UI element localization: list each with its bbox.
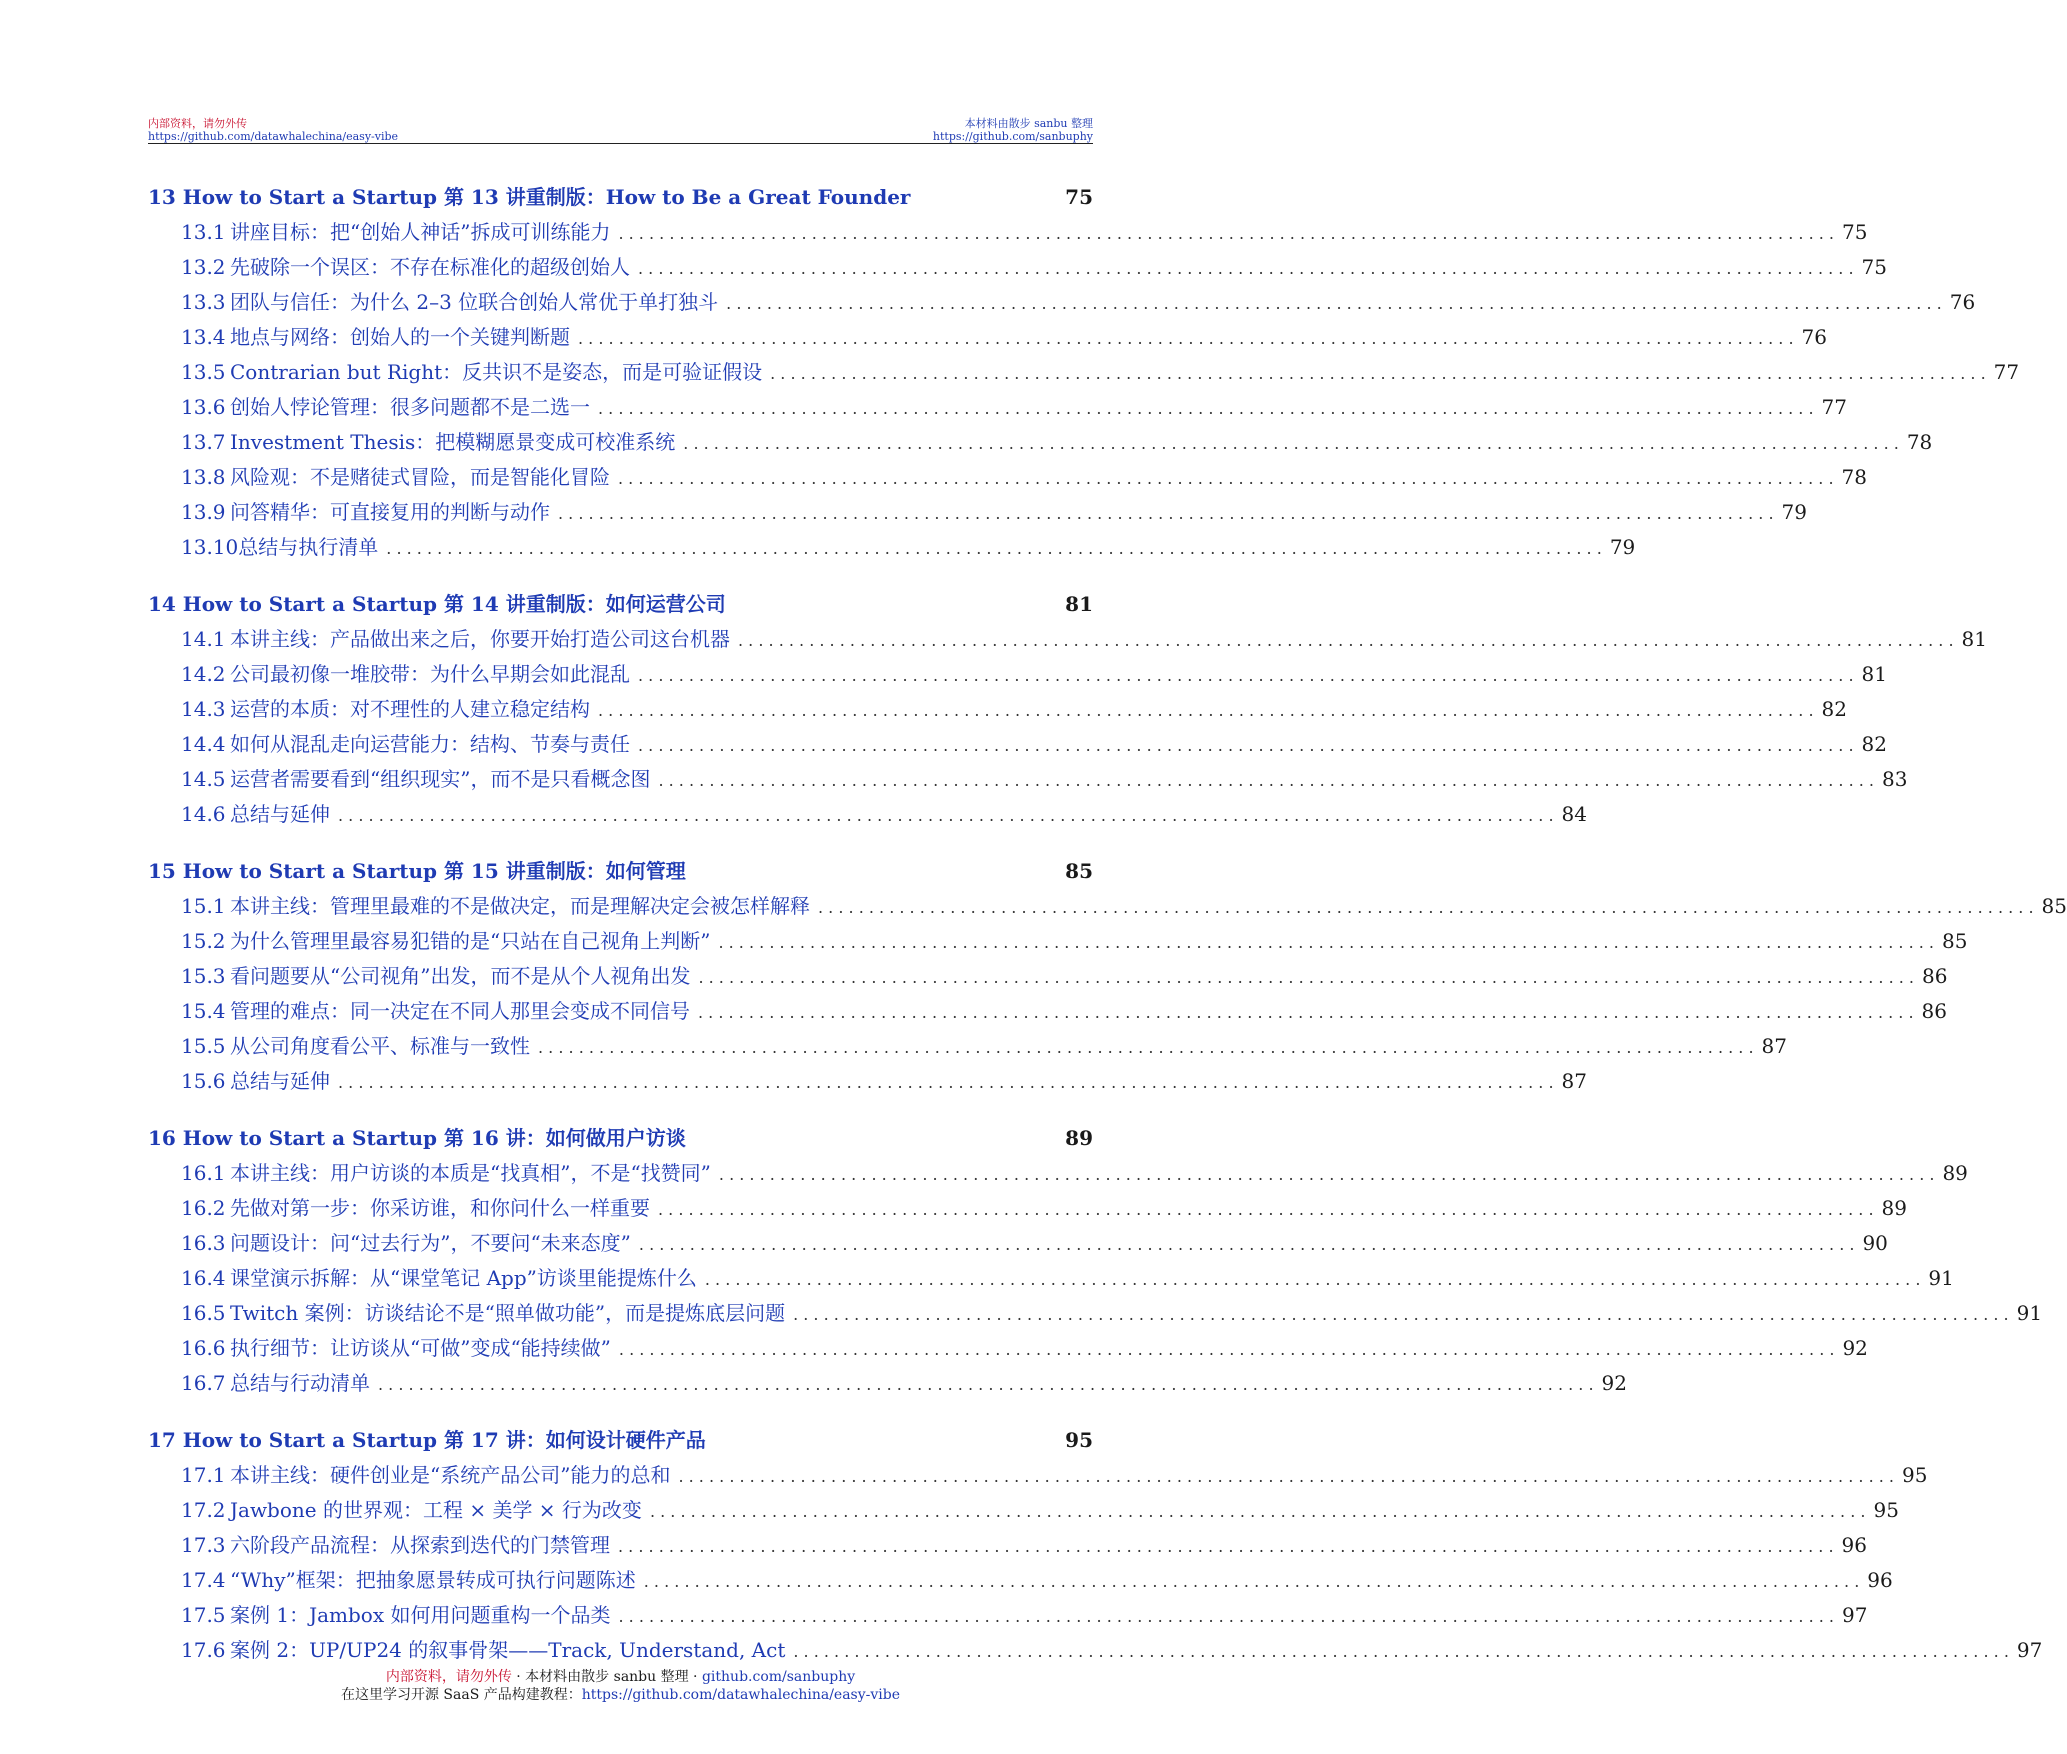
toc-chapter bbox=[148, 1423, 2043, 1668]
section-page-number: 97 bbox=[2016, 1638, 2043, 1662]
dot-leader: . . . . . . . . . . . . . . . . . . . . . . . . . . . . . . . . . . . . . . . . . . . . . . . . . . . . . . . . . . . . . . . . . . . . . . . . . . . . . . . . . . . . . . . . . . . . . . . . . . . . . . . . . . . . . . . . . . . . . . . . bbox=[338, 1073, 1554, 1092]
dot-leader: . . . . . . . . . . . . . . . . . . . . . . . . . . . . . . . . . . . . . . . . . . . . . . . . . . . . . . . . . . . . . . . . . . . . . . . . . . . . . . . . . . . . . . . . . . . . . . . . . . . . . . . . . . . . . . . . . . . . . . . . bbox=[618, 1607, 1835, 1626]
section-number: 15.1 bbox=[181, 894, 226, 918]
section-entry[interactable] bbox=[148, 355, 2020, 390]
dot-leader: . . . . . . . . . . . . . . . . . . . . . . . . . . . . . . . . . . . . . . . . . . . . . . . . . . . . . . . . . . . . . . . . . . . . . . . . . . . . . . . . . . . . . . . . . . . . . . . . . . . . . . . . . . . . . . . . . . . . . . . . bbox=[558, 504, 1774, 523]
section-label bbox=[181, 460, 610, 495]
section-entry[interactable] bbox=[148, 1458, 1928, 1493]
section-label bbox=[181, 797, 330, 832]
section-number: 14.5 bbox=[181, 767, 226, 791]
footer-author-link[interactable]: github.com/sanbuphy bbox=[701, 1669, 856, 1685]
section-entry[interactable] bbox=[148, 692, 1847, 727]
dot-leader: . . . . . . . . . . . . . . . . . . . . . . . . . . . . . . . . . . . . . . . . . . . . . . . . . . . . . . . . . . . . . . . . . . . . . . . . . . . . . . . . . . . . . . . . . . . . . . . . . . . . . . . . . . . . . . . . . . . . . . . . bbox=[638, 259, 1854, 278]
section-entry[interactable] bbox=[148, 1156, 1968, 1191]
section-title: 执行细节：让访谈从“可做”变成“能持续做” bbox=[230, 1336, 611, 1360]
section-label bbox=[181, 959, 690, 994]
section-page-number: 81 bbox=[1861, 662, 1887, 686]
section-page-number: 78 bbox=[1841, 465, 1867, 489]
chapter-title: 16 How to Start a Startup 第 16 讲：如何做用户访谈 bbox=[148, 1126, 686, 1150]
section-page-number: 82 bbox=[1821, 697, 1847, 721]
section-label bbox=[181, 1366, 370, 1401]
section-title: 本讲主线：用户访谈的本质是“找真相”，不是“找赞同” bbox=[230, 1161, 711, 1185]
dot-leader: . . . . . . . . . . . . . . . . . . . . . . . . . . . . . . . . . . . . . . . . . . . . . . . . . . . . . . . . . . . . . . . . . . . . . . . . . . . . . . . . . . . . . . . . . . . . . . . . . . . . . . . . . . . . . . . . . . . . . . . . bbox=[598, 701, 1814, 720]
author-credit: 本材料由散步 sanbu 整理 bbox=[964, 117, 1093, 130]
section-title: “Why”框架：把抽象愿景转成可执行问题陈述 bbox=[230, 1568, 636, 1592]
chapter-page-number: 95 bbox=[1065, 1428, 1093, 1452]
section-number: 13.9 bbox=[181, 500, 226, 524]
section-page-number: 91 bbox=[2016, 1301, 2043, 1325]
section-title: Contrarian but Right：反共识不是姿态，而是可验证假设 bbox=[230, 360, 763, 384]
page-footer bbox=[0, 1668, 1241, 1704]
section-page-number: 95 bbox=[1873, 1498, 1899, 1522]
section-number: 14.6 bbox=[181, 802, 226, 826]
chapter-entry[interactable] bbox=[148, 587, 1093, 622]
dot-leader: . . . . . . . . . . . . . . . . . . . . . . . . . . . . . . . . . . . . . . . . . . . . . . . . . . . . . . . . . . . . . . . . . . . . . . . . . . . . . . . . . . . . . . . . . . . . . . . . . . . . . . . . . . . . . . . . . . . . . . . . bbox=[793, 1305, 2009, 1324]
section-label bbox=[181, 1261, 697, 1296]
section-entry[interactable] bbox=[148, 657, 1887, 692]
section-entry[interactable] bbox=[148, 1493, 1899, 1528]
section-title: 案例 1：Jambox 如何用问题重构一个品类 bbox=[230, 1603, 611, 1627]
section-page-number: 76 bbox=[1949, 290, 1976, 314]
section-label bbox=[181, 250, 630, 285]
dot-leader: . . . . . . . . . . . . . . . . . . . . . . . . . . . . . . . . . . . . . . . . . . . . . . . . . . . . . . . . . . . . . . . . . . . . . . . . . . . . . . . . . . . . . . . . . . . . . . . . . . . . . . . . . . . . . . . . . . . . . . . . bbox=[649, 1502, 1866, 1521]
section-label bbox=[181, 1563, 636, 1598]
section-label bbox=[181, 762, 650, 797]
dot-leader: . . . . . . . . . . . . . . . . . . . . . . . . . . . . . . . . . . . . . . . . . . . . . . . . . . . . . . . . . . . . . . . . . . . . . . . . . . . . . . . . . . . . . . . . . . . . . . . . . . . . . . . . . . . . . . . . . . . . . . . . bbox=[698, 1003, 1914, 1022]
section-entry[interactable] bbox=[148, 1633, 2043, 1668]
section-title: 总结与延伸 bbox=[230, 1069, 330, 1093]
dot-leader: . . . . . . . . . . . . . . . . . . . . . . . . . . . . . . . . . . . . . . . . . . . . . . . . . . . . . . . . . . . . . . . . . . . . . . . . . . . . . . . . . . . . . . . . . . . . . . . . . . . . . . . . . . . . . . . . . . . . . . . . bbox=[658, 771, 1874, 790]
section-page-number: 96 bbox=[1841, 1533, 1867, 1557]
section-page-number: 76 bbox=[1801, 325, 1827, 349]
section-number: 13.3 bbox=[181, 290, 226, 314]
section-title: 风险观：不是赌徒式冒险，而是智能化冒险 bbox=[230, 465, 610, 489]
section-page-number: 85 bbox=[1942, 929, 1968, 953]
section-label bbox=[181, 994, 690, 1029]
toc-chapter bbox=[148, 1121, 2043, 1401]
footer-line-1 bbox=[0, 1668, 1241, 1686]
section-label bbox=[181, 390, 590, 425]
section-title: 问答精华：可直接复用的判断与动作 bbox=[230, 500, 550, 524]
section-entry[interactable] bbox=[148, 727, 1887, 762]
footer-repo-link[interactable]: https://github.com/datawhalechina/easy-vibe bbox=[581, 1687, 900, 1703]
section-entry[interactable] bbox=[148, 1366, 1627, 1401]
dot-leader: . . . . . . . . . . . . . . . . . . . . . . . . . . . . . . . . . . . . . . . . . . . . . . . . . . . . . . . . . . . . . . . . . . . . . . . . . . . . . . . . . . . . . . . . . . . . . . . . . . . . . . . . . . . . . . . . . . . . . . . . bbox=[698, 968, 1914, 987]
section-page-number: 91 bbox=[1928, 1266, 1954, 1290]
section-title: 课堂演示拆解：从“课堂笔记 App”访谈里能提炼什么 bbox=[230, 1266, 697, 1290]
section-page-number: 82 bbox=[1861, 732, 1887, 756]
section-title: 看问题要从“公司视角”出发，而不是从个人视角出发 bbox=[230, 964, 691, 988]
section-title: 为什么管理里最容易犯错的是“只站在自己视角上判断” bbox=[230, 929, 711, 953]
section-label bbox=[181, 355, 762, 390]
section-number: 16.3 bbox=[181, 1231, 226, 1255]
chapter-title: 14 How to Start a Startup 第 14 讲重制版：如何运营公司 bbox=[148, 592, 726, 616]
section-title: 创始人悖论管理：很多问题都不是二选一 bbox=[230, 395, 590, 419]
chapter-title: 13 How to Start a Startup 第 13 讲重制版：How to Be a Great Founder bbox=[148, 185, 911, 209]
section-entry[interactable] bbox=[148, 1296, 2043, 1331]
section-label bbox=[181, 1191, 650, 1226]
chapter-entry[interactable] bbox=[148, 180, 1093, 215]
section-page-number: 78 bbox=[1906, 430, 1933, 454]
section-label bbox=[181, 320, 570, 355]
chapter-page-number: 75 bbox=[1065, 185, 1093, 209]
dot-leader: . . . . . . . . . . . . . . . . . . . . . . . . . . . . . . . . . . . . . . . . . . . . . . . . . . . . . . . . . . . . . . . . . . . . . . . . . . . . . . . . . . . . . . . . . . . . . . . . . . . . . . . . . . . . . . . . . . . . . . . . bbox=[618, 469, 1834, 488]
section-title: 六阶段产品流程：从探索到迭代的门禁管理 bbox=[230, 1533, 610, 1557]
section-title: 公司最初像一堆胶带：为什么早期会如此混乱 bbox=[230, 662, 630, 686]
section-title: 团队与信任：为什么 2–3 位联合创始人常优于单打独斗 bbox=[230, 290, 719, 314]
chapter-title: 15 How to Start a Startup 第 15 讲重制版：如何管理 bbox=[148, 859, 686, 883]
footer-tutorial-label: 在这里学习开源 SaaS 产品构建教程： bbox=[340, 1687, 582, 1703]
section-number: 16.6 bbox=[181, 1336, 226, 1360]
section-entry[interactable] bbox=[148, 762, 1908, 797]
section-title: 讲座目标：把“创始人神话”拆成可训练能力 bbox=[230, 220, 611, 244]
dot-leader: . . . . . . . . . . . . . . . . . . . . . . . . . . . . . . . . . . . . . . . . . . . . . . . . . . . . . . . . . . . . . . . . . . . . . . . . . . . . . . . . . . . . . . . . . . . . . . . . . . . . . . . . . . . . . . . . . . . . . . . . bbox=[643, 1572, 1860, 1591]
section-entry[interactable] bbox=[148, 390, 1847, 425]
section-title: 运营的本质：对不理性的人建立稳定结构 bbox=[230, 697, 590, 721]
section-title: 案例 2：UP/UP24 的叙事骨架——Track, Understand, Act bbox=[230, 1638, 786, 1662]
dot-leader: . . . . . . . . . . . . . . . . . . . . . . . . . . . . . . . . . . . . . . . . . . . . . . . . . . . . . . . . . . . . . . . . . . . . . . . . . . . . . . . . . . . . . . . . . . . . . . . . . . . . . . . . . . . . . . . . . . . . . . . . bbox=[378, 1375, 1594, 1394]
dot-leader: . . . . . . . . . . . . . . . . . . . . . . . . . . . . . . . . . . . . . . . . . . . . . . . . . . . . . . . . . . . . . . . . . . . . . . . . . . . . . . . . . . . . . . . . . . . . . . . . . . . . . . . . . . . . . . . . . . . . . . . . bbox=[718, 1165, 1935, 1184]
section-page-number: 86 bbox=[1921, 999, 1947, 1023]
toc-chapter bbox=[148, 180, 2020, 565]
section-label bbox=[181, 1598, 610, 1633]
section-entry[interactable] bbox=[148, 215, 1868, 250]
section-number: 15.4 bbox=[181, 999, 226, 1023]
section-title: Twitch 案例：访谈结论不是“照单做功能”，而是提炼底层问题 bbox=[230, 1301, 786, 1325]
section-label bbox=[181, 425, 675, 460]
section-number: 15.6 bbox=[181, 1069, 226, 1093]
header-rule bbox=[148, 143, 1093, 144]
section-page-number: 86 bbox=[1922, 964, 1948, 988]
section-label bbox=[181, 1296, 785, 1331]
section-label bbox=[181, 1331, 611, 1366]
chapter-title: 17 How to Start a Startup 第 17 讲：如何设计硬件产品 bbox=[148, 1428, 706, 1452]
section-number: 14.4 bbox=[181, 732, 226, 756]
section-number: 15.3 bbox=[181, 964, 226, 988]
section-label bbox=[181, 1633, 785, 1668]
dot-leader: . . . . . . . . . . . . . . . . . . . . . . . . . . . . . . . . . . . . . . . . . . . . . . . . . . . . . . . . . . . . . . . . . . . . . . . . . . . . . . . . . . . . . . . . . . . . . . . . . . . . . . . . . . . . . . . . . . . . . . . . bbox=[738, 631, 1954, 650]
section-entry[interactable] bbox=[148, 250, 1887, 285]
dot-leader: . . . . . . . . . . . . . . . . . . . . . . . . . . . . . . . . . . . . . . . . . . . . . . . . . . . . . . . . . . . . . . . . . . . . . . . . . . . . . . . . . . . . . . . . . . . . . . . . . . . . . . . . . . . . . . . . . . . . . . . . bbox=[618, 1537, 1834, 1556]
section-entry[interactable] bbox=[148, 530, 1636, 565]
section-entry[interactable] bbox=[148, 425, 1933, 460]
section-entry[interactable] bbox=[148, 1029, 1787, 1064]
dot-leader: . . . . . . . . . . . . . . . . . . . . . . . . . . . . . . . . . . . . . . . . . . . . . . . . . . . . . . . . . . . . . . . . . . . . . . . . . . . . . . . . . . . . . . . . . . . . . . . . . . . . . . . . . . . . . . . . . . . . . . . . bbox=[793, 1642, 2009, 1661]
section-number: 13.1 bbox=[181, 220, 226, 244]
section-label bbox=[181, 530, 378, 565]
section-number: 15.2 bbox=[181, 929, 226, 953]
section-label bbox=[181, 1156, 711, 1191]
section-page-number: 96 bbox=[1867, 1568, 1893, 1592]
section-number: 13.7 bbox=[181, 430, 226, 454]
section-page-number: 85 bbox=[2041, 894, 2067, 918]
section-page-number: 75 bbox=[1861, 255, 1887, 279]
section-entry[interactable] bbox=[148, 622, 1987, 657]
section-number: 16.4 bbox=[181, 1266, 226, 1290]
section-page-number: 83 bbox=[1882, 767, 1908, 791]
section-number: 17.4 bbox=[181, 1568, 226, 1592]
section-title: 如何从混乱走向运营能力：结构、节奏与责任 bbox=[230, 732, 630, 756]
section-label bbox=[181, 1029, 530, 1064]
section-title: 先做对第一步：你采访谁，和你问什么一样重要 bbox=[230, 1196, 650, 1220]
section-entry[interactable] bbox=[148, 495, 1807, 530]
dot-leader: . . . . . . . . . . . . . . . . . . . . . . . . . . . . . . . . . . . . . . . . . . . . . . . . . . . . . . . . . . . . . . . . . . . . . . . . . . . . . . . . . . . . . . . . . . . . . . . . . . . . . . . . . . . . . . . . . . . . . . . . bbox=[638, 1235, 1855, 1254]
section-title: 从公司角度看公平、标准与一致性 bbox=[230, 1034, 530, 1058]
section-number: 13.8 bbox=[181, 465, 226, 489]
section-title: 本讲主线：硬件创业是“系统产品公司”能力的总和 bbox=[230, 1463, 671, 1487]
section-entry[interactable] bbox=[148, 1598, 1868, 1633]
dot-leader: . . . . . . . . . . . . . . . . . . . . . . . . . . . . . . . . . . . . . . . . . . . . . . . . . . . . . . . . . . . . . . . . . . . . . . . . . . . . . . . . . . . . . . . . . . . . . . . . . . . . . . . . . . . . . . . . . . . . . . . . bbox=[618, 1340, 1835, 1359]
section-entry[interactable] bbox=[148, 460, 1867, 495]
section-page-number: 92 bbox=[1842, 1336, 1868, 1360]
section-number: 13.5 bbox=[181, 360, 226, 384]
dot-leader: . . . . . . . . . . . . . . . . . . . . . . . . . . . . . . . . . . . . . . . . . . . . . . . . . . . . . . . . . . . . . . . . . . . . . . . . . . . . . . . . . . . . . . . . . . . . . . . . . . . . . . . . . . . . . . . . . . . . . . . . bbox=[818, 898, 2034, 917]
dot-leader: . . . . . . . . . . . . . . . . . . . . . . . . . . . . . . . . . . . . . . . . . . . . . . . . . . . . . . . . . . . . . . . . . . . . . . . . . . . . . . . . . . . . . . . . . . . . . . . . . . . . . . . . . . . . . . . . . . . . . . . . bbox=[638, 666, 1854, 685]
dot-leader: . . . . . . . . . . . . . . . . . . . . . . . . . . . . . . . . . . . . . . . . . . . . . . . . . . . . . . . . . . . . . . . . . . . . . . . . . . . . . . . . . . . . . . . . . . . . . . . . . . . . . . . . . . . . . . . . . . . . . . . . bbox=[638, 736, 1854, 755]
toc-chapter bbox=[148, 587, 1987, 832]
table-of-contents bbox=[148, 180, 2067, 1690]
section-label bbox=[181, 1064, 330, 1099]
footer-credit: · 本材料由散步 sanbu 整理 · bbox=[511, 1669, 702, 1685]
section-entry[interactable] bbox=[148, 1226, 1888, 1261]
section-number: 17.1 bbox=[181, 1463, 226, 1487]
chapter-page-number: 81 bbox=[1065, 592, 1093, 616]
dot-leader: . . . . . . . . . . . . . . . . . . . . . . . . . . . . . . . . . . . . . . . . . . . . . . . . . . . . . . . . . . . . . . . . . . . . . . . . . . . . . . . . . . . . . . . . . . . . . . . . . . . . . . . . . . . . . . . . . . . . . . . . bbox=[683, 434, 1899, 453]
section-page-number: 84 bbox=[1561, 802, 1587, 826]
section-page-number: 87 bbox=[1561, 1069, 1587, 1093]
chapter-page-number: 85 bbox=[1065, 859, 1093, 883]
dot-leader: . . . . . . . . . . . . . . . . . . . . . . . . . . . . . . . . . . . . . . . . . . . . . . . . . . . . . . . . . . . . . . . . . . . . . . . . . . . . . . . . . . . . . . . . . . . . . . . . . . . . . . . . . . . . . . . . . . . . . . . . bbox=[658, 1200, 1874, 1219]
section-number: 15.5 bbox=[181, 1034, 226, 1058]
section-label bbox=[181, 285, 718, 320]
section-entry[interactable] bbox=[148, 797, 1587, 832]
section-number: 16.1 bbox=[181, 1161, 226, 1185]
section-entry[interactable] bbox=[148, 320, 1827, 355]
section-label bbox=[181, 889, 810, 924]
dot-leader: . . . . . . . . . . . . . . . . . . . . . . . . . . . . . . . . . . . . . . . . . . . . . . . . . . . . . . . . . . . . . . . . . . . . . . . . . . . . . . . . . . . . . . . . . . . . . . . . . . . . . . . . . . . . . . . . . . . . . . . . bbox=[598, 399, 1814, 418]
page-header-right bbox=[933, 117, 1093, 143]
section-number: 16.5 bbox=[181, 1301, 226, 1325]
section-label bbox=[181, 215, 610, 250]
section-title: 本讲主线：产品做出来之后，你要开始打造公司这台机器 bbox=[230, 627, 730, 651]
section-page-number: 97 bbox=[1842, 1603, 1868, 1627]
section-number: 16.7 bbox=[181, 1371, 226, 1395]
section-title: 本讲主线：管理里最难的不是做决定，而是理解决定会被怎样解释 bbox=[230, 894, 810, 918]
section-entry[interactable] bbox=[148, 924, 1968, 959]
section-page-number: 77 bbox=[1821, 395, 1847, 419]
section-entry[interactable] bbox=[148, 889, 2067, 924]
section-entry[interactable] bbox=[148, 285, 1976, 320]
section-number: 17.5 bbox=[181, 1603, 226, 1627]
section-page-number: 90 bbox=[1862, 1231, 1888, 1255]
dot-leader: . . . . . . . . . . . . . . . . . . . . . . . . . . . . . . . . . . . . . . . . . . . . . . . . . . . . . . . . . . . . . . . . . . . . . . . . . . . . . . . . . . . . . . . . . . . . . . . . . . . . . . . . . . . . . . . . . . . . . . . . bbox=[726, 294, 1942, 313]
section-label bbox=[181, 495, 550, 530]
section-page-number: 89 bbox=[1942, 1161, 1968, 1185]
section-entry[interactable] bbox=[148, 1528, 1867, 1563]
section-number: 17.3 bbox=[181, 1533, 226, 1557]
section-label bbox=[181, 692, 590, 727]
footer-confidential: 内部资料，请勿外传 bbox=[385, 1669, 512, 1685]
section-page-number: 77 bbox=[1993, 360, 2020, 384]
dot-leader: . . . . . . . . . . . . . . . . . . . . . . . . . . . . . . . . . . . . . . . . . . . . . . . . . . . . . . . . . . . . . . . . . . . . . . . . . . . . . . . . . . . . . . . . . . . . . . . . . . . . . . . . . . . . . . . . . . . . . . . . bbox=[718, 933, 1934, 952]
section-label bbox=[181, 1458, 670, 1493]
section-number: 13.10 bbox=[181, 535, 239, 559]
section-page-number: 95 bbox=[1902, 1463, 1928, 1487]
dot-leader: . . . . . . . . . . . . . . . . . . . . . . . . . . . . . . . . . . . . . . . . . . . . . . . . . . . . . . . . . . . . . . . . . . . . . . . . . . . . . . . . . . . . . . . . . . . . . . . . . . . . . . . . . . . . . . . . . . . . . . . . bbox=[678, 1467, 1894, 1486]
section-page-number: 92 bbox=[1601, 1371, 1627, 1395]
author-link[interactable]: https://github.com/sanbuphy bbox=[932, 130, 1093, 143]
dot-leader: . . . . . . . . . . . . . . . . . . . . . . . . . . . . . . . . . . . . . . . . . . . . . . . . . . . . . . . . . . . . . . . . . . . . . . . . . . . . . . . . . . . . . . . . . . . . . . . . . . . . . . . . . . . . . . . . . . . . . . . . bbox=[538, 1038, 1754, 1057]
section-number: 17.6 bbox=[181, 1638, 226, 1662]
dot-leader: . . . . . . . . . . . . . . . . . . . . . . . . . . . . . . . . . . . . . . . . . . . . . . . . . . . . . . . . . . . . . . . . . . . . . . . . . . . . . . . . . . . . . . . . . . . . . . . . . . . . . . . . . . . . . . . . . . . . . . . . bbox=[618, 224, 1834, 243]
section-page-number: 87 bbox=[1761, 1034, 1787, 1058]
dot-leader: . . . . . . . . . . . . . . . . . . . . . . . . . . . . . . . . . . . . . . . . . . . . . . . . . . . . . . . . . . . . . . . . . . . . . . . . . . . . . . . . . . . . . . . . . . . . . . . . . . . . . . . . . . . . . . . . . . . . . . . . bbox=[770, 364, 1986, 383]
section-title: Jawbone 的世界观：工程 × 美学 × 行为改变 bbox=[230, 1498, 642, 1522]
section-number: 14.3 bbox=[181, 697, 226, 721]
section-label bbox=[181, 622, 730, 657]
chapter-entry[interactable] bbox=[148, 854, 1093, 889]
section-page-number: 89 bbox=[1881, 1196, 1907, 1220]
dot-leader: . . . . . . . . . . . . . . . . . . . . . . . . . . . . . . . . . . . . . . . . . . . . . . . . . . . . . . . . . . . . . . . . . . . . . . . . . . . . . . . . . . . . . . . . . . . . . . . . . . . . . . . . . . . . . . . . . . . . . . . . bbox=[704, 1270, 1921, 1289]
section-title: Investment Thesis：把模糊愿景变成可校准系统 bbox=[230, 430, 676, 454]
chapter-page-number: 89 bbox=[1065, 1126, 1093, 1150]
toc-chapter bbox=[148, 854, 2067, 1099]
section-entry[interactable] bbox=[148, 1563, 1893, 1598]
section-number: 13.4 bbox=[181, 325, 226, 349]
section-title: 问题设计：问“过去行为”，不要问“未来态度” bbox=[230, 1231, 631, 1255]
section-number: 16.2 bbox=[181, 1196, 226, 1220]
section-entry[interactable] bbox=[148, 959, 1948, 994]
section-label bbox=[181, 727, 630, 762]
section-number: 14.2 bbox=[181, 662, 226, 686]
section-label bbox=[181, 1493, 642, 1528]
section-title: 运营者需要看到“组织现实”，而不是只看概念图 bbox=[230, 767, 651, 791]
section-entry[interactable] bbox=[148, 1191, 1907, 1226]
section-page-number: 75 bbox=[1842, 220, 1868, 244]
dot-leader: . . . . . . . . . . . . . . . . . . . . . . . . . . . . . . . . . . . . . . . . . . . . . . . . . . . . . . . . . . . . . . . . . . . . . . . . . . . . . . . . . . . . . . . . . . . . . . . . . . . . . . . . . . . . . . . . . . . . . . . . bbox=[578, 329, 1794, 348]
section-label bbox=[181, 924, 710, 959]
repo-link[interactable]: https://github.com/datawhalechina/easy-vibe bbox=[148, 130, 399, 143]
section-title: 总结与执行清单 bbox=[238, 535, 379, 559]
section-page-number: 81 bbox=[1961, 627, 1987, 651]
page-header-left bbox=[148, 117, 398, 143]
section-label bbox=[181, 1226, 631, 1261]
section-title: 先破除一个误区：不存在标准化的超级创始人 bbox=[230, 255, 630, 279]
chapter-entry[interactable] bbox=[148, 1423, 1093, 1458]
section-entry[interactable] bbox=[148, 1331, 1868, 1366]
section-label bbox=[181, 1528, 610, 1563]
section-entry[interactable] bbox=[148, 1261, 1954, 1296]
section-title: 管理的难点：同一决定在不同人那里会变成不同信号 bbox=[230, 999, 690, 1023]
section-number: 13.6 bbox=[181, 395, 226, 419]
footer-line-2 bbox=[0, 1686, 1241, 1704]
chapter-entry[interactable] bbox=[148, 1121, 1093, 1156]
section-title: 总结与行动清单 bbox=[230, 1371, 370, 1395]
dot-leader: . . . . . . . . . . . . . . . . . . . . . . . . . . . . . . . . . . . . . . . . . . . . . . . . . . . . . . . . . . . . . . . . . . . . . . . . . . . . . . . . . . . . . . . . . . . . . . . . . . . . . . . . . . . . . . . . . . . . . . . . bbox=[386, 539, 1602, 558]
dot-leader: . . . . . . . . . . . . . . . . . . . . . . . . . . . . . . . . . . . . . . . . . . . . . . . . . . . . . . . . . . . . . . . . . . . . . . . . . . . . . . . . . . . . . . . . . . . . . . . . . . . . . . . . . . . . . . . . . . . . . . . . bbox=[338, 806, 1554, 825]
section-number: 13.2 bbox=[181, 255, 226, 279]
section-title: 总结与延伸 bbox=[230, 802, 330, 826]
section-page-number: 79 bbox=[1781, 500, 1807, 524]
section-number: 14.1 bbox=[181, 627, 226, 651]
section-entry[interactable] bbox=[148, 1064, 1587, 1099]
section-label bbox=[181, 657, 630, 692]
section-entry[interactable] bbox=[148, 994, 1947, 1029]
section-page-number: 79 bbox=[1609, 535, 1636, 559]
section-title: 地点与网络：创始人的一个关键判断题 bbox=[230, 325, 570, 349]
confidential-notice: 内部资料，请勿外传 bbox=[148, 117, 247, 130]
section-number: 17.2 bbox=[181, 1498, 226, 1522]
